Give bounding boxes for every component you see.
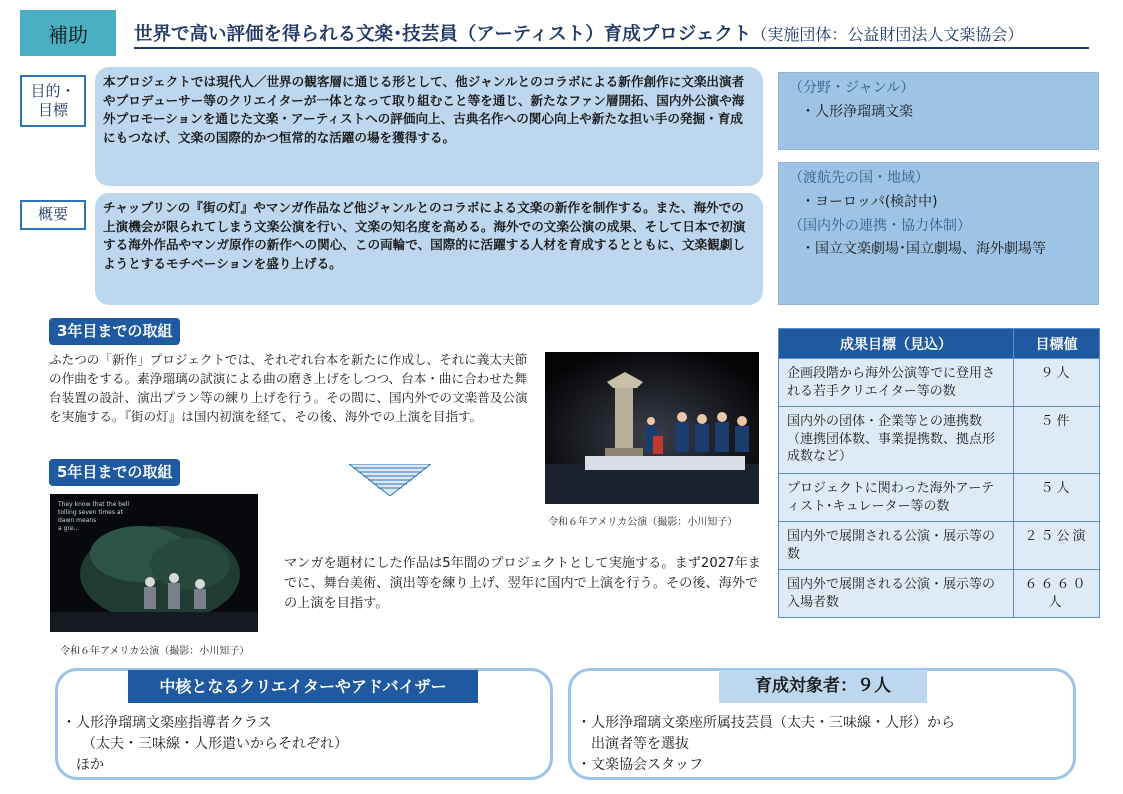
overview-text: チャップリンの『街の灯』やマンガ作品など他ジャンルとのコラボによる文楽の新作を制作する。また、海外での上演機会が限られてしまう文楽公演を行い、文楽の知名度を高める。海外での文楽公演の成果、そして日本で初演する海外作品やマンガ原作の新作への関心、この両輪で、国際的に活躍する人材を育成するとともに、文楽観劇しようとするモチベーションを盛り上げる。: [95, 193, 763, 305]
goals-header-row: [779, 329, 1100, 359]
table-row: [779, 570, 1100, 618]
collaboration-item: ・国立文楽劇場･国立劇場、海外劇場等: [801, 241, 1046, 258]
photo-2-subtitle-3: dawn means: [58, 517, 97, 524]
destination-box: [778, 162, 1099, 305]
subsidy-tag: 補助: [20, 10, 116, 56]
photo-2-caption: 令和６年アメリカ公演（撮影：小川知子）: [60, 646, 250, 657]
field-box: [778, 72, 1099, 150]
goals-header-target: 成果目標（見込）: [779, 329, 1014, 359]
trainees-line1: ・人形浄瑠璃文楽座所属技芸員（太夫・三味線・人形）から: [577, 715, 955, 731]
field-heading: （分野・ジャンル）: [789, 80, 915, 96]
goal-target: 国内外の団体・企業等との連携数（連携団体数、事業提携数、拠点形成数など）: [779, 407, 1014, 474]
year3-heading: 3年目までの取組: [49, 318, 180, 345]
goal-value: ２５公演: [1014, 522, 1100, 570]
table-row: [779, 359, 1100, 407]
page-title-main: 世界で高い評価を得られる文楽･技芸員（アーティスト）育成プロジェクト: [134, 24, 752, 45]
collaboration-heading: （国内外の連携・協力体制）: [789, 217, 971, 234]
trainees-line2: 出演者等を選抜: [591, 736, 689, 752]
field-item: ・人形浄瑠璃文楽: [801, 103, 913, 120]
core-creators-heading: 中核となるクリエイターやアドバイザー: [128, 670, 478, 703]
goal-value: ５件: [1014, 407, 1100, 474]
down-arrow-icon: [349, 464, 431, 496]
table-row: [779, 407, 1100, 474]
trainees-line3: ・文楽協会スタッフ: [577, 757, 703, 773]
year5-text: マンガを題材にした作品は5年間のプロジェクトとして実施する。まず2027年までに、舞台美術、演出等を練り上げ、翌年に国内で上演を行う。その後、海外での上演を目指す。: [284, 556, 761, 611]
performance-photo-1: [545, 352, 759, 504]
destination-heading: （渡航先の国・地域）: [789, 170, 929, 186]
goal-target: 国内外で展開される公演・展示等の入場者数: [779, 570, 1014, 618]
goals-table: [778, 328, 1100, 618]
year5-heading: 5年目までの取組: [49, 459, 180, 486]
goal-target: 企画段階から海外公演等でに登用される若手クリエイター等の数: [779, 359, 1014, 407]
photo-2-subtitle-4: a gre...: [58, 525, 80, 532]
table-row: [779, 474, 1100, 522]
performance-photo-2-art: [50, 494, 258, 632]
photo-2-subtitle-1: They know that the bell: [58, 501, 130, 508]
performance-photo-2: [50, 494, 258, 632]
goals-header-value: 目標値: [1014, 329, 1100, 359]
title-underline: [134, 47, 1089, 49]
trainees-list: [577, 713, 1067, 776]
goal-target: プロジェクトに関わった海外アーティスト･キュレーター等の数: [779, 474, 1014, 522]
core-creators-line1: ・人形浄瑠璃文楽座指導者クラス: [62, 715, 272, 731]
core-creators-line2: （太夫・三味線・人形遣いからそれぞれ）: [82, 736, 348, 752]
purpose-label-line2: 目標: [37, 101, 68, 119]
table-row: [779, 522, 1100, 570]
core-creators-line3: ほか: [76, 757, 104, 773]
purpose-text: 本プロジェクトでは現代人／世界の観客層に通じる形として、他ジャンルとのコラボによる新作創作に文楽出演者やプロデューサー等のクリエイターが一体となって取り組むこと等を通じ、新たなファン層開拓、国内外公演や海外プロモーションを通じた文楽・アーティストへの評価向上、古典名作への関心向上や新たな担い手の発掘・育成にもつなげ、文楽の国際的かつ恒常的な活躍の場を獲得する。: [95, 67, 763, 186]
trainees-heading: 育成対象者：９人: [719, 670, 927, 703]
photo-1-caption: 令和６年アメリカ公演（撮影：小川知子）: [548, 517, 738, 528]
purpose-label-line1: 目的・: [30, 81, 76, 100]
destination-item: ・ヨーロッパ(検討中): [801, 193, 938, 210]
purpose-label: [20, 75, 86, 127]
goal-value: ５人: [1014, 474, 1100, 522]
core-creators-list: [62, 713, 542, 776]
goal-value: ９人: [1014, 359, 1100, 407]
overview-label: 概要: [20, 200, 86, 230]
goal-target: 国内外で展開される公演・展示等の数: [779, 522, 1014, 570]
page-title: [134, 20, 1094, 46]
implementing-org: （実施団体：公益財団法人文楽協会）: [751, 25, 1024, 44]
photo-2-subtitle-2: tolling seven times at: [58, 509, 123, 516]
goal-value: ６６６０人: [1014, 570, 1100, 618]
year3-text: ふたつの「新作」プロジェクトでは、それぞれ台本を新たに作成し、それに義太夫節の作曲をする。素浄瑠璃の試演による曲の磨き上げをしつつ、台本・曲に合わせた舞台装置の設計、演出プラン等の練り上げを行う。その間に、国内外での文楽普及公演を実施する。『街の灯』は国内初演を経て、その後、海外での上演を目指す。: [49, 352, 528, 424]
performance-photo-1-art: [545, 352, 759, 504]
